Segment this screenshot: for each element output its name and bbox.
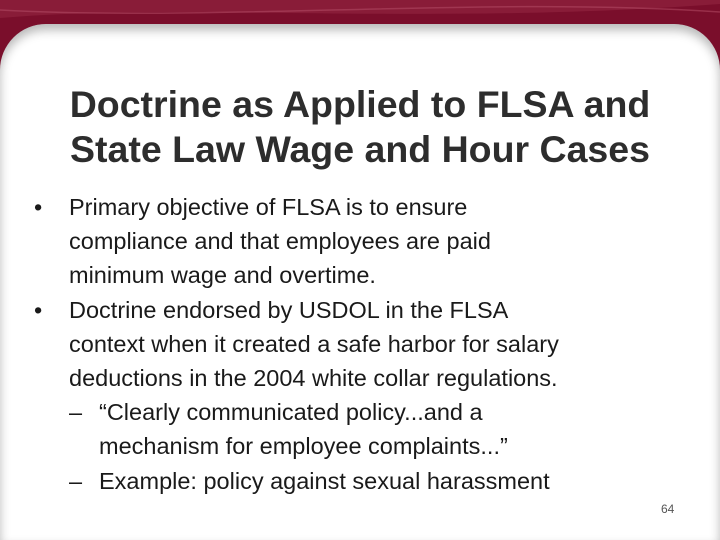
bullet-line: Primary objective of FLSA is to ensure <box>69 194 468 220</box>
bullet-line: Doctrine endorsed by USDOL in the FLSA <box>69 296 509 323</box>
bullet-line: context when it created a safe harbor for salary <box>69 330 559 357</box>
bullet-line: minimum wage and overtime. <box>69 262 376 289</box>
bullet-line: compliance and that employees are paid <box>69 228 491 255</box>
bullet-dot-icon: • <box>34 296 43 323</box>
bullet-item <box>34 293 674 498</box>
sub-bullet-item <box>69 464 674 498</box>
bullet-line: deductions in the 2004 white collar regulations. <box>69 365 558 392</box>
slide-number: 64 <box>661 502 675 516</box>
slide-title-line-2: State Law Wage and Hour Cases <box>69 128 650 170</box>
sub-bullet-line: “Clearly communicated policy...and a <box>99 399 483 426</box>
bullet-dot-icon: • <box>34 194 43 220</box>
dash-icon: – <box>69 399 83 426</box>
sub-bullet-line: mechanism for employee complaints...” <box>99 433 508 460</box>
sub-bullet-item <box>69 395 674 463</box>
bullet-item <box>34 190 674 293</box>
sub-bullet-list <box>69 395 674 498</box>
slide-title <box>0 82 720 172</box>
sub-bullet-line: Example: policy against sexual harassment <box>99 467 550 494</box>
bullet-list <box>34 190 674 498</box>
slide-title-line-1: Doctrine as Applied to FLSA and <box>69 83 651 125</box>
dash-icon: – <box>69 467 83 494</box>
